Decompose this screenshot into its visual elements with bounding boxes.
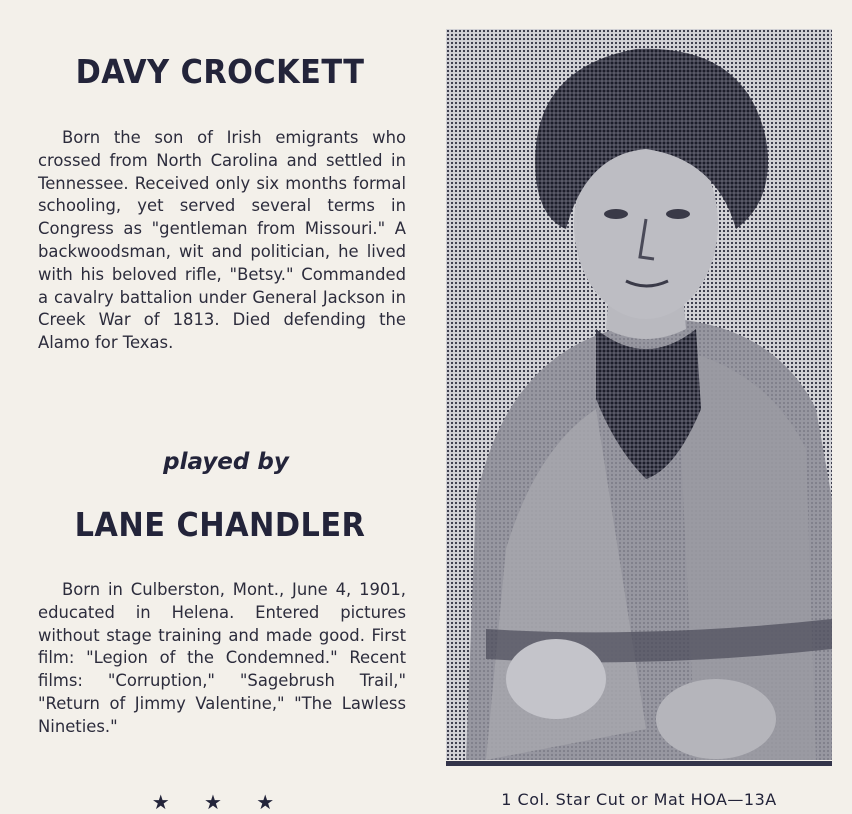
- played-by-label: played by: [163, 449, 289, 475]
- actor-title: LANE CHANDLER: [74, 505, 366, 544]
- photo-caption: 1 Col. Star Cut or Mat HOA—13A: [501, 790, 777, 809]
- photo-rule: [446, 761, 832, 766]
- portrait-illustration: [446, 29, 832, 760]
- character-bio: Born the son of Irish emigrants who crossed from North Carolina and settled in Tennessee. Received only six months formal schooling, yet served several terms in Congress as "gentleman from Missouri." A backwoodsman, wit and politician, he lived with his beloved rifle, "Betsy." Commanded a cavalry battalion under General Jackson in Creek War of 1813. Died defending the Alamo for Texas.: [38, 128, 406, 353]
- actor-bio: Born in Culberston, Mont., June 4, 1901, educated in Helena. Entered pictures without stage training and made good. First film: "Legion of the Condemned." Recent films: "Corruption," "Sagebrush Trail," "Return of Jimmy Valentine," "The Lawless Nineties.": [38, 580, 406, 736]
- character-title: DAVY CROCKETT: [75, 52, 365, 91]
- star-ornament: ★ ★ ★: [151, 790, 289, 814]
- actor-portrait-photo: [446, 29, 832, 760]
